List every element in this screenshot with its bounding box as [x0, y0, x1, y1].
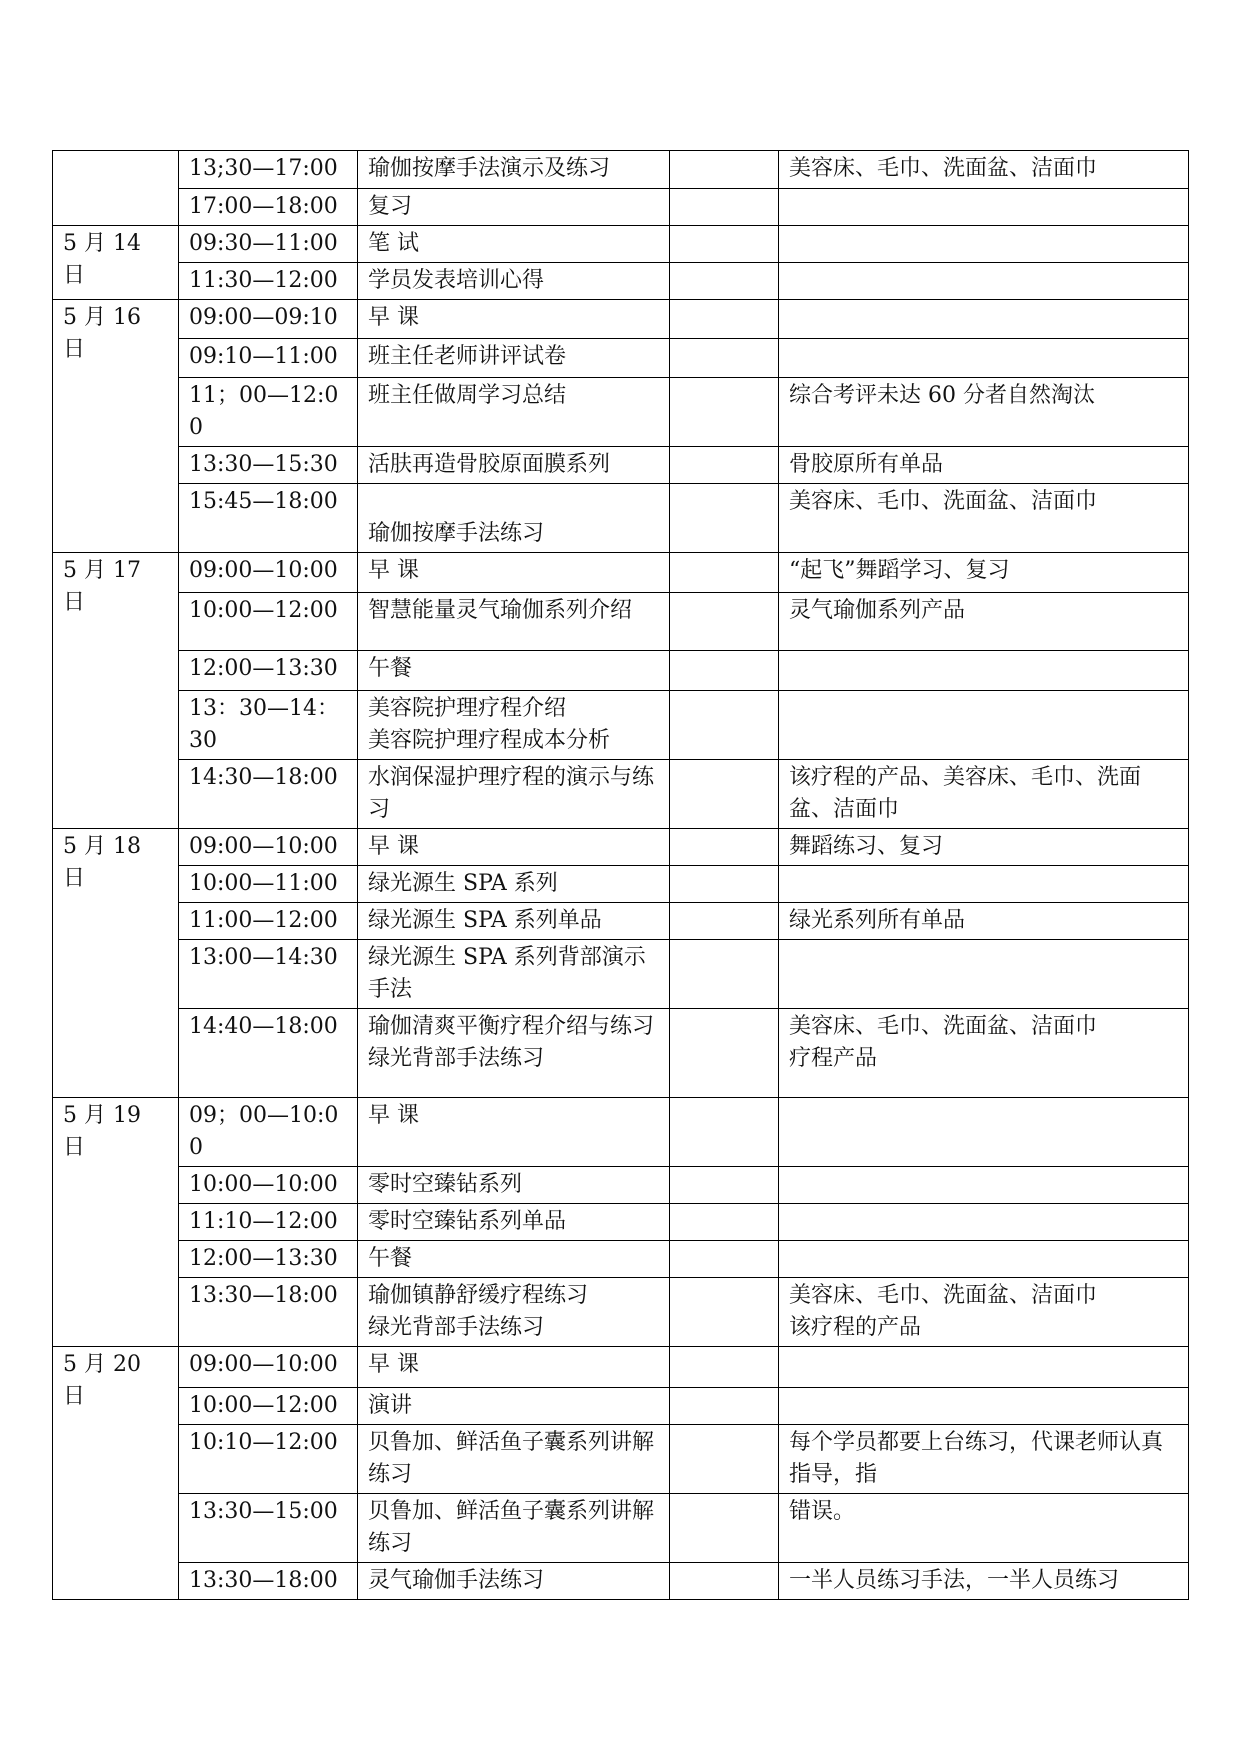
extra-cell	[670, 1347, 779, 1388]
notes-cell: 综合考评未达 60 分者自然淘汰	[779, 378, 1189, 447]
notes-cell: 美容床、毛巾、洗面盆、洁面巾 疗程产品	[779, 1009, 1189, 1098]
notes-cell: 骨胶原所有单品	[779, 447, 1189, 484]
table-row	[53, 903, 1189, 940]
extra-cell	[670, 378, 779, 447]
notes-cell	[779, 300, 1189, 339]
table-row	[53, 1388, 1189, 1425]
table-row	[53, 593, 1189, 651]
content-cell: 活肤再造骨胶原面膜系列	[358, 447, 670, 484]
notes-cell	[779, 263, 1189, 300]
time-cell: 11；00—12:00	[179, 378, 358, 447]
notes-cell	[779, 1388, 1189, 1425]
extra-cell	[670, 1204, 779, 1241]
extra-cell	[670, 903, 779, 940]
content-cell: 瑜伽清爽平衡疗程介绍与练习 绿光背部手法练习	[358, 1009, 670, 1098]
notes-cell: 绿光系列所有单品	[779, 903, 1189, 940]
content-cell: 学员发表培训心得	[358, 263, 670, 300]
table-row	[53, 691, 1189, 760]
extra-cell	[670, 484, 779, 553]
time-cell: 10:00—12:00	[179, 1388, 358, 1425]
date-cell: 5 月 16 日	[53, 300, 179, 553]
content-cell: 午餐	[358, 651, 670, 691]
table-row	[53, 1563, 1189, 1600]
content-cell: 早 课	[358, 300, 670, 339]
content-cell: 早 课	[358, 1098, 670, 1167]
time-cell: 13:30—18:00	[179, 1278, 358, 1347]
content-cell: 零时空臻钻系列	[358, 1167, 670, 1204]
extra-cell	[670, 866, 779, 903]
table-row	[53, 378, 1189, 447]
content-cell: 演讲	[358, 1388, 670, 1425]
content-cell: 复习	[358, 189, 670, 226]
time-cell: 09:30—11:00	[179, 226, 358, 263]
notes-cell	[779, 651, 1189, 691]
time-cell: 11:00—12:00	[179, 903, 358, 940]
time-cell: 09；00—10:00	[179, 1098, 358, 1167]
table-row	[53, 484, 1189, 553]
notes-cell: 灵气瑜伽系列产品	[779, 593, 1189, 651]
table-row	[53, 866, 1189, 903]
table-row	[53, 1009, 1189, 1098]
content-cell: 早 课	[358, 1347, 670, 1388]
extra-cell	[670, 339, 779, 378]
extra-cell	[670, 940, 779, 1009]
table-row	[53, 651, 1189, 691]
table-row	[53, 1098, 1189, 1167]
time-cell: 11:10—12:00	[179, 1204, 358, 1241]
content-cell: 瑜伽镇静舒缓疗程练习 绿光背部手法练习	[358, 1278, 670, 1347]
content-cell: 美容院护理疗程介绍 美容院护理疗程成本分析	[358, 691, 670, 760]
date-cell: 5 月 14 日	[53, 226, 179, 300]
schedule-table	[52, 150, 1189, 1600]
table-row	[53, 1425, 1189, 1494]
notes-cell: 美容床、毛巾、洗面盆、洁面巾	[779, 151, 1189, 189]
content-cell: 早 课	[358, 829, 670, 866]
date-cell: 5 月 20 日	[53, 1347, 179, 1600]
time-cell: 10:10—12:00	[179, 1425, 358, 1494]
notes-cell: 该疗程的产品、美容床、毛巾、洗面盆、洁面巾	[779, 760, 1189, 829]
notes-cell	[779, 189, 1189, 226]
time-cell: 09:00—09:10	[179, 300, 358, 339]
extra-cell	[670, 1278, 779, 1347]
time-cell: 10:00—12:00	[179, 593, 358, 651]
table-row	[53, 1347, 1189, 1388]
notes-cell: 舞蹈练习、复习	[779, 829, 1189, 866]
time-cell: 09:00—10:00	[179, 553, 358, 593]
extra-cell	[670, 1009, 779, 1098]
table-row	[53, 300, 1189, 339]
time-cell: 12:00—13:30	[179, 651, 358, 691]
table-row	[53, 189, 1189, 226]
content-cell: 班主任老师讲评试卷	[358, 339, 670, 378]
content-cell: 灵气瑜伽手法练习	[358, 1563, 670, 1600]
date-cell	[53, 151, 179, 226]
extra-cell	[670, 1241, 779, 1278]
notes-cell	[779, 1098, 1189, 1167]
content-cell: 零时空臻钻系列单品	[358, 1204, 670, 1241]
extra-cell	[670, 1494, 779, 1563]
table-row	[53, 1167, 1189, 1204]
table-row	[53, 263, 1189, 300]
date-cell: 5 月 19 日	[53, 1098, 179, 1347]
notes-cell	[779, 691, 1189, 760]
extra-cell	[670, 829, 779, 866]
extra-cell	[670, 1388, 779, 1425]
notes-cell: 每个学员都要上台练习，代课老师认真指导，指	[779, 1425, 1189, 1494]
table-row	[53, 1241, 1189, 1278]
notes-cell	[779, 940, 1189, 1009]
content-cell: 贝鲁加、鲜活鱼子囊系列讲解练习	[358, 1494, 670, 1563]
content-cell: 瑜伽按摩手法演示及练习	[358, 151, 670, 189]
schedule-body	[53, 151, 1189, 1600]
extra-cell	[670, 1098, 779, 1167]
time-cell: 13;30—17:00	[179, 151, 358, 189]
table-row	[53, 1494, 1189, 1563]
extra-cell	[670, 151, 779, 189]
time-cell: 09:00—10:00	[179, 1347, 358, 1388]
time-cell: 09:00—10:00	[179, 829, 358, 866]
table-row	[53, 760, 1189, 829]
table-row	[53, 1278, 1189, 1347]
extra-cell	[670, 1167, 779, 1204]
table-row	[53, 339, 1189, 378]
time-cell: 10:00—10:00	[179, 1167, 358, 1204]
notes-cell: 一半人员练习手法，一半人员练习	[779, 1563, 1189, 1600]
notes-cell: 错误。	[779, 1494, 1189, 1563]
notes-cell: 美容床、毛巾、洗面盆、洁面巾 该疗程的产品	[779, 1278, 1189, 1347]
date-cell: 5 月 17 日	[53, 553, 179, 829]
extra-cell	[670, 760, 779, 829]
notes-cell	[779, 339, 1189, 378]
time-cell: 14:40—18:00	[179, 1009, 358, 1098]
notes-cell	[779, 1204, 1189, 1241]
time-cell: 13:00—14:30	[179, 940, 358, 1009]
content-cell: 水润保湿护理疗程的演示与练习	[358, 760, 670, 829]
time-cell: 13:30—15:00	[179, 1494, 358, 1563]
extra-cell	[670, 651, 779, 691]
content-cell: 早 课	[358, 553, 670, 593]
table-row	[53, 829, 1189, 866]
time-cell: 14:30—18:00	[179, 760, 358, 829]
time-cell: 13：30—14：30	[179, 691, 358, 760]
table-row	[53, 447, 1189, 484]
extra-cell	[670, 189, 779, 226]
extra-cell	[670, 691, 779, 760]
time-cell: 11:30—12:00	[179, 263, 358, 300]
table-row	[53, 226, 1189, 263]
extra-cell	[670, 300, 779, 339]
content-cell: 瑜伽按摩手法练习	[358, 484, 670, 553]
table-row	[53, 1204, 1189, 1241]
extra-cell	[670, 1563, 779, 1600]
table-row	[53, 151, 1189, 189]
notes-cell: “起飞”舞蹈学习、复习	[779, 553, 1189, 593]
extra-cell	[670, 263, 779, 300]
date-cell: 5 月 18 日	[53, 829, 179, 1098]
table-row	[53, 553, 1189, 593]
time-cell: 09:10—11:00	[179, 339, 358, 378]
content-cell: 班主任做周学习总结	[358, 378, 670, 447]
content-cell: 贝鲁加、鲜活鱼子囊系列讲解练习	[358, 1425, 670, 1494]
content-cell: 绿光源生 SPA 系列单品	[358, 903, 670, 940]
time-cell: 13:30—18:00	[179, 1563, 358, 1600]
notes-cell	[779, 1241, 1189, 1278]
content-cell: 午餐	[358, 1241, 670, 1278]
extra-cell	[670, 593, 779, 651]
notes-cell: 美容床、毛巾、洗面盆、洁面巾	[779, 484, 1189, 553]
extra-cell	[670, 226, 779, 263]
extra-cell	[670, 553, 779, 593]
content-cell: 绿光源生 SPA 系列	[358, 866, 670, 903]
time-cell: 12:00—13:30	[179, 1241, 358, 1278]
notes-cell	[779, 866, 1189, 903]
time-cell: 10:00—11:00	[179, 866, 358, 903]
notes-cell	[779, 1167, 1189, 1204]
extra-cell	[670, 447, 779, 484]
time-cell: 17:00—18:00	[179, 189, 358, 226]
notes-cell	[779, 1347, 1189, 1388]
content-cell: 绿光源生 SPA 系列背部演示手法	[358, 940, 670, 1009]
time-cell: 13:30—15:30	[179, 447, 358, 484]
content-cell: 智慧能量灵气瑜伽系列介绍	[358, 593, 670, 651]
time-cell: 15:45—18:00	[179, 484, 358, 553]
notes-cell	[779, 226, 1189, 263]
extra-cell	[670, 1425, 779, 1494]
content-cell: 笔 试	[358, 226, 670, 263]
table-row	[53, 940, 1189, 1009]
